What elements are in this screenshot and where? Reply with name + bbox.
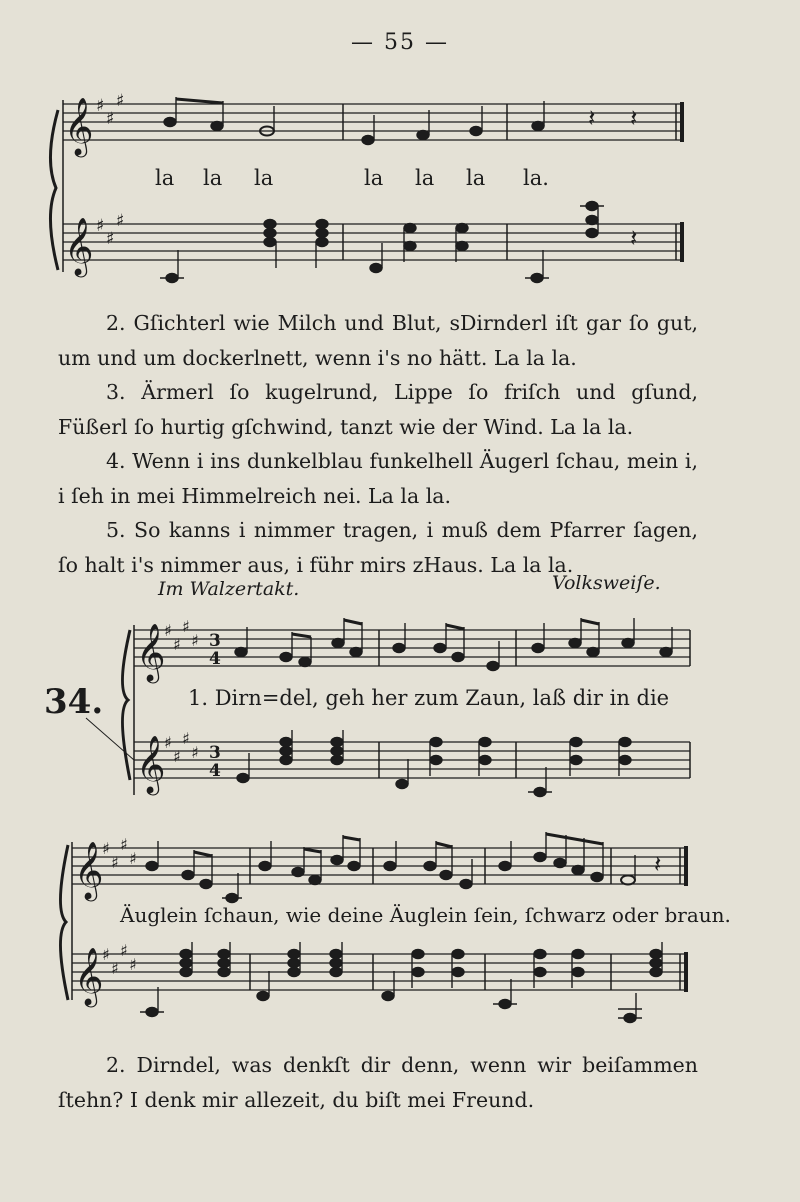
time-signature-bottom: 4 xyxy=(209,761,221,781)
lyric-syllable: la xyxy=(466,166,486,190)
brace xyxy=(122,630,130,780)
verse-3 xyxy=(58,375,698,444)
music-system-2 xyxy=(0,600,800,820)
music-score-system-2 xyxy=(0,600,800,820)
verse-5-text: 5. So kanns i nimmer tragen, i muß dem Pfarrer ſagen, ſo halt i's nimmer aus, i führ mirs zHaus. La la la. xyxy=(58,518,698,577)
svg-text:♯: ♯ xyxy=(164,621,172,640)
bar-lines xyxy=(343,104,676,260)
music-system-3 xyxy=(0,820,800,1040)
rest-icon: 𝄽 xyxy=(630,104,638,132)
music-score-system-3 xyxy=(0,820,800,1040)
brace xyxy=(50,110,58,270)
lyric-syllable: la xyxy=(254,166,274,190)
svg-text:♯: ♯ xyxy=(111,959,119,978)
lyrics-line-2-song34: Äuglein ſchaun, wie deine Äuglein ſein, ſchwarz oder braun. xyxy=(120,903,731,927)
svg-text:♯: ♯ xyxy=(191,743,199,762)
lower-staff xyxy=(72,954,688,990)
svg-text:♯: ♯ xyxy=(164,733,172,752)
svg-text:♯: ♯ xyxy=(116,211,125,231)
time-signature-top: 3 xyxy=(209,743,221,763)
svg-text:♯: ♯ xyxy=(120,835,128,854)
svg-text:♯: ♯ xyxy=(96,216,105,236)
upper-notes xyxy=(146,832,635,903)
music-system-1 xyxy=(0,0,800,290)
verse-2-text: 2. Gſichterl wie Milch und Blut, sDirnderl iſt gar ſo gut, um und um dockerlnett, wenn i's no hätt. La la la. xyxy=(58,311,698,370)
song-number: 34. xyxy=(44,682,104,722)
svg-text:♯: ♯ xyxy=(106,109,115,129)
lyric-syllable: la xyxy=(415,166,435,190)
lyric-syllable: la xyxy=(364,166,384,190)
treble-clef-icon: 𝄞 xyxy=(64,97,94,155)
lyric-syllable: la xyxy=(203,166,223,190)
verse-2-song34 xyxy=(58,1048,698,1117)
svg-text:♯: ♯ xyxy=(120,941,128,960)
treble-clef-icon: 𝄞 xyxy=(64,217,94,275)
treble-clef-icon: 𝄞 xyxy=(74,841,104,899)
verse-4 xyxy=(58,444,698,513)
treble-clef-icon: 𝄞 xyxy=(136,735,166,793)
lower-notes xyxy=(237,730,631,797)
treble-clef-icon: 𝄞 xyxy=(74,947,104,1005)
source-attribution: Volksweiſe. xyxy=(552,572,661,594)
upper-notes xyxy=(235,618,672,671)
svg-text:♯: ♯ xyxy=(129,849,137,868)
svg-text:♯: ♯ xyxy=(102,839,110,858)
rest-icon: 𝄽 xyxy=(588,104,596,132)
svg-text:♯: ♯ xyxy=(111,853,119,872)
brace xyxy=(60,845,68,1000)
key-signature xyxy=(96,91,124,249)
svg-text:♯: ♯ xyxy=(96,96,105,116)
lyric-syllable: la. xyxy=(523,166,549,190)
music-score-system-1 xyxy=(0,0,800,290)
verses-song33 xyxy=(58,306,698,582)
svg-text:♯: ♯ xyxy=(173,747,181,766)
svg-text:♯: ♯ xyxy=(102,945,110,964)
page-number: — 55 — xyxy=(351,30,449,55)
svg-text:♯: ♯ xyxy=(191,631,199,650)
time-signature-bottom: 4 xyxy=(209,649,221,669)
rest-icon: 𝄽 xyxy=(630,224,638,252)
svg-text:♯: ♯ xyxy=(116,91,125,111)
rest-icon: 𝄽 xyxy=(654,850,662,878)
verse-2 xyxy=(58,306,698,375)
lyric-syllable: la xyxy=(155,166,175,190)
verses-song34 xyxy=(58,1048,698,1117)
svg-text:♯: ♯ xyxy=(173,635,181,654)
lyrics-line-1-song34: 1. Dirn=del, geh her zum Zaun, laß dir in die xyxy=(188,686,670,710)
svg-text:♯: ♯ xyxy=(106,229,115,249)
svg-text:♯: ♯ xyxy=(182,729,190,748)
treble-clef-icon: 𝄞 xyxy=(136,623,166,681)
verse-2-song34-text: 2. Dirndel, was denkſt dir denn, wenn wir beiſammen ſtehn? I denk mir allezeit, du biſt mei Freund. xyxy=(58,1053,698,1112)
verse-4-text: 4. Wenn i ins dunkelblau funkelhell Äugerl ſchau, mein i, i ſeh in mei Himmelreich nei. La la la. xyxy=(58,449,698,508)
time-signature-top: 3 xyxy=(209,631,221,651)
tempo-marking: Im Walzertakt. xyxy=(158,578,300,600)
svg-text:♯: ♯ xyxy=(129,955,137,974)
verse-3-text: 3. Ärmerl ſo kugelrund, Lippe ſo friſch und gſund, Füßerl ſo hurtig gſchwind, tanzt wie der Wind. La la la. xyxy=(58,380,698,439)
svg-text:♯: ♯ xyxy=(182,617,190,636)
